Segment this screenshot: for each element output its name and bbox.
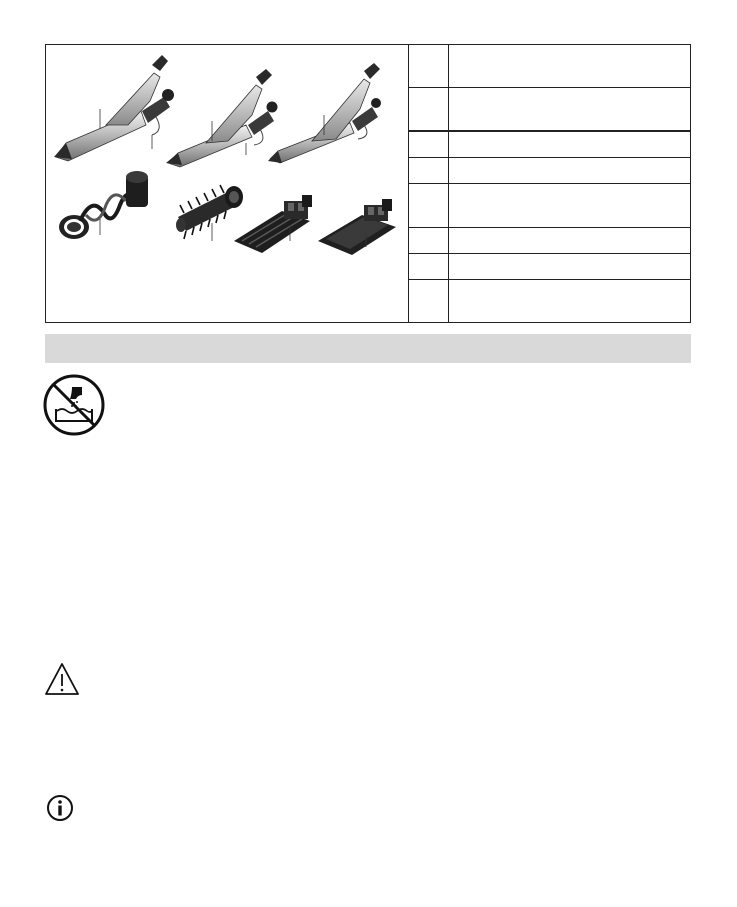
part-description: [453, 254, 686, 279]
spiral-attachment-icon: [59, 171, 148, 239]
parts-table-row: [409, 184, 690, 228]
parts-table-row: [409, 88, 690, 132]
info-icon: [46, 794, 74, 822]
parts-table-row: [409, 132, 690, 158]
parts-table-row: [409, 280, 690, 322]
part-number: [409, 254, 449, 279]
part-description: [453, 158, 686, 183]
part-description: [453, 88, 686, 130]
no-water-immersion-icon: [42, 373, 106, 437]
curling-iron-large-icon: [54, 55, 174, 161]
part-number: [409, 45, 449, 87]
crimper-plate-icon: [234, 195, 312, 253]
part-description: [453, 184, 686, 227]
brush-attachment-icon: [176, 185, 243, 241]
parts-figure: [46, 45, 409, 322]
warning-triangle-icon: [44, 661, 80, 697]
part-description: [453, 132, 686, 157]
parts-table-row: [409, 45, 690, 88]
part-number: [409, 280, 449, 322]
part-number: [409, 184, 449, 227]
parts-overview-frame: [45, 44, 691, 323]
part-description: [453, 45, 686, 87]
part-description: [453, 228, 686, 253]
parts-table-row: [409, 158, 690, 184]
straightener-plate-icon: [318, 199, 396, 255]
part-number: [409, 88, 449, 130]
part-description: [453, 280, 686, 322]
part-number: [409, 158, 449, 183]
section-header-bar: [45, 334, 691, 363]
curling-iron-medium-icon: [166, 69, 278, 167]
curling-iron-slim-icon: [268, 63, 381, 163]
parts-table-row: [409, 254, 690, 280]
parts-table: [409, 45, 690, 322]
parts-table-row: [409, 228, 690, 254]
part-number: [409, 228, 449, 253]
part-number: [409, 132, 449, 157]
parts-illustration: [46, 45, 408, 322]
